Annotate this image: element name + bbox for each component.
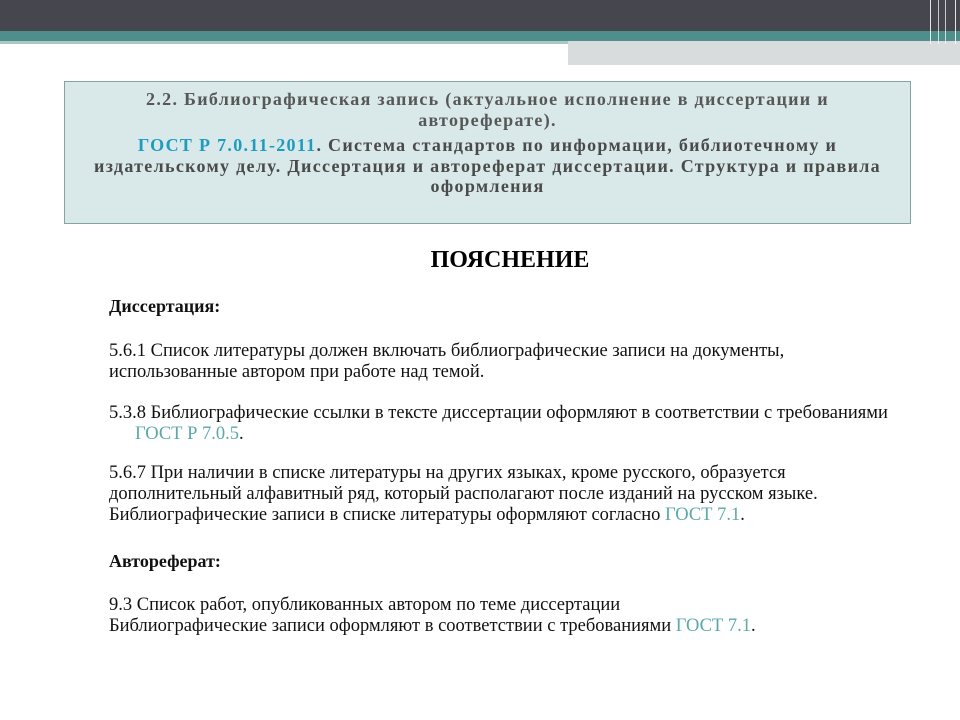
gost-7-1-link-autoreferat[interactable]: ГОСТ 7.1	[675, 616, 751, 637]
item-9-3-line-2	[109, 616, 756, 637]
box-heading-line-2: автореферате).	[418, 109, 557, 130]
gost-7-0-11-link[interactable]: ГОСТ Р 7.0.11-2011	[137, 135, 317, 155]
header-light-stripe	[0, 41, 568, 44]
header-dark-band	[0, 0, 960, 31]
page-title: ПОЯСНЕНИЕ	[430, 247, 590, 273]
gost-7-0-5-link[interactable]: ГОСТ Р 7.0.5	[135, 424, 239, 445]
item-5-6-7-line-2: дополнительный алфавитный ряд, который располагают после изданий на русском языке.	[109, 484, 818, 505]
header-gray-block	[568, 41, 960, 65]
box-heading-line-1: 2.2. Библиографическая запись (актуальное исполнение в диссертации и	[146, 89, 829, 109]
header-box	[64, 81, 911, 224]
box-standard-line-2: издательскому делу. Диссертация и автореферат диссертации. Структура и правила	[94, 155, 881, 176]
item-9-3	[109, 595, 756, 637]
item-5-6-7-line-3-end: .	[740, 505, 745, 526]
gost-7-1-link[interactable]: ГОСТ 7.1	[665, 505, 741, 526]
item-5-6-7	[109, 463, 818, 527]
item-5-6-7-line-3-text: Библиографические записи в списке литературы оформляют согласно	[109, 505, 666, 526]
item-5-3-8-line-1: 5.3.8 Библиографические ссылки в тексте диссертации оформляют в соответствии с требованиями	[109, 403, 888, 423]
item-5-6-7-line-1: 5.6.7 При наличии в списке литературы на других языках, кроме русского, образуется	[109, 463, 786, 483]
item-5-6-7-line-3	[109, 505, 818, 526]
item-9-3-line-2-text: Библиографические записи оформляют в соответствии с требованиями	[109, 616, 676, 637]
corner-decoration	[930, 0, 956, 44]
item-5-3-8-line-2-end: .	[239, 424, 244, 445]
box-standard-line-1-text: . Система стандартов по информации, библиотечному и	[316, 135, 838, 155]
item-5-3-8	[109, 403, 888, 445]
dissertation-heading: Диссертация:	[109, 296, 221, 316]
item-9-3-line-2-end: .	[750, 616, 756, 637]
item-5-6-1-line-1: 5.6.1 Список литературы должен включать библиографические записи на документы,	[109, 341, 785, 361]
item-5-6-1-line-2: использованные автором при работе над темой.	[109, 362, 485, 383]
item-9-3-line-1: 9.3 Список работ, опубликованных автором по теме диссертации	[109, 595, 621, 615]
autoreferat-heading: Автореферат:	[109, 551, 221, 571]
header-teal-stripe	[0, 31, 960, 41]
item-5-3-8-line-2	[109, 424, 888, 445]
box-standard-line-1	[65, 135, 910, 156]
item-5-6-1	[109, 341, 784, 383]
box-standard-line-3: оформления	[430, 176, 545, 196]
corner-decoration-inner	[938, 0, 946, 44]
